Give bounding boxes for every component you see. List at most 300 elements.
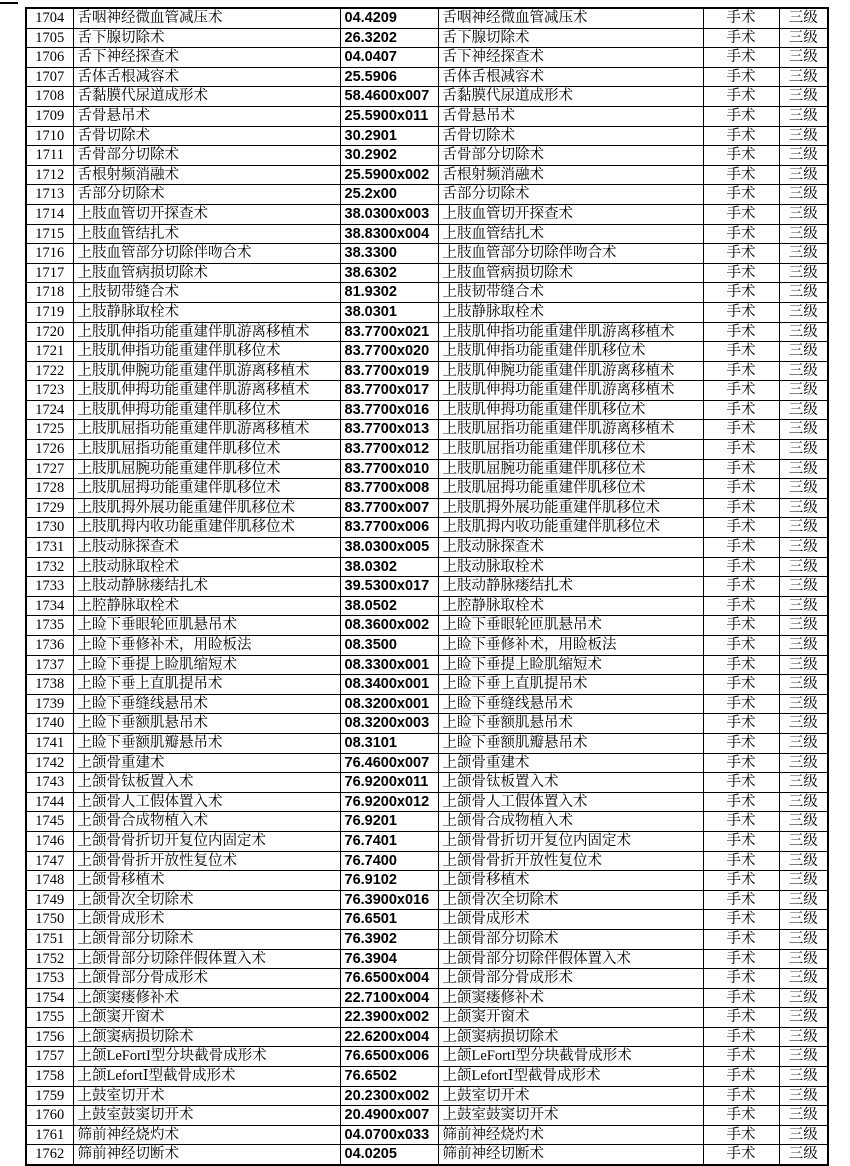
category-cell: 手术 bbox=[703, 126, 779, 146]
level-cell: 三级 bbox=[779, 342, 828, 362]
table-row bbox=[26, 773, 828, 793]
procedure-name-cell: 筛前神经切断术 bbox=[73, 1145, 340, 1165]
table-row bbox=[26, 8, 828, 28]
procedure-code-cell: 83.7700x010 bbox=[340, 459, 438, 479]
page-edge-mark bbox=[0, 2, 18, 4]
procedure-name-cell: 上肢肌拇内收功能重建伴肌移位术 bbox=[73, 518, 340, 538]
category-cell: 手术 bbox=[703, 420, 779, 440]
table-row bbox=[26, 577, 828, 597]
procedure-name-repeat-cell: 上鼓室鼓窦切开术 bbox=[438, 1106, 703, 1126]
level-cell: 三级 bbox=[779, 48, 828, 68]
category-cell: 手术 bbox=[703, 165, 779, 185]
procedure-name-cell: 上颌骨部分切除术 bbox=[73, 929, 340, 949]
level-cell: 三级 bbox=[779, 1086, 828, 1106]
procedure-code-cell: 39.5300x017 bbox=[340, 577, 438, 597]
procedure-name-cell: 上睑下垂额肌瓣悬吊术 bbox=[73, 733, 340, 753]
level-cell: 三级 bbox=[779, 969, 828, 989]
table-row bbox=[26, 988, 828, 1008]
level-cell: 三级 bbox=[779, 792, 828, 812]
level-cell: 三级 bbox=[779, 871, 828, 891]
procedure-name-repeat-cell: 舌下神经探查术 bbox=[438, 48, 703, 68]
level-cell: 三级 bbox=[779, 851, 828, 871]
table-row bbox=[26, 949, 828, 969]
category-cell: 手术 bbox=[703, 48, 779, 68]
row-number-cell: 1730 bbox=[26, 518, 73, 538]
category-cell: 手术 bbox=[703, 1106, 779, 1126]
category-cell: 手术 bbox=[703, 812, 779, 832]
table-row bbox=[26, 204, 828, 224]
procedure-name-cell: 舌下神经探查术 bbox=[73, 48, 340, 68]
procedure-name-cell: 上肢肌伸腕功能重建伴肌游离移植术 bbox=[73, 361, 340, 381]
row-number-cell: 1762 bbox=[26, 1145, 73, 1165]
level-cell: 三级 bbox=[779, 1145, 828, 1165]
procedure-name-repeat-cell: 上颌骨骨折开放性复位术 bbox=[438, 851, 703, 871]
level-cell: 三级 bbox=[779, 1067, 828, 1087]
procedure-code-cell: 08.3101 bbox=[340, 733, 438, 753]
row-number-cell: 1719 bbox=[26, 302, 73, 322]
category-cell: 手术 bbox=[703, 322, 779, 342]
table-row bbox=[26, 1125, 828, 1145]
row-number-cell: 1743 bbox=[26, 773, 73, 793]
procedure-code-cell: 20.2300x002 bbox=[340, 1086, 438, 1106]
table-row bbox=[26, 1145, 828, 1165]
table-row bbox=[26, 675, 828, 695]
procedure-name-repeat-cell: 上睑下垂额肌瓣悬吊术 bbox=[438, 733, 703, 753]
level-cell: 三级 bbox=[779, 67, 828, 87]
level-cell: 三级 bbox=[779, 929, 828, 949]
procedure-name-repeat-cell: 上肢肌伸拇功能重建伴肌游离移植术 bbox=[438, 381, 703, 401]
procedure-code-cell: 30.2902 bbox=[340, 146, 438, 166]
procedure-name-repeat-cell: 上颌窦病损切除术 bbox=[438, 1027, 703, 1047]
row-number-cell: 1721 bbox=[26, 342, 73, 362]
procedure-name-cell: 上颌骨钛板置入术 bbox=[73, 773, 340, 793]
procedure-name-cell: 上睑下垂上直肌提吊术 bbox=[73, 675, 340, 695]
procedure-code-cell: 76.6500x004 bbox=[340, 969, 438, 989]
category-cell: 手术 bbox=[703, 204, 779, 224]
procedure-code-cell: 83.7700x013 bbox=[340, 420, 438, 440]
procedure-name-repeat-cell: 上肢动静脉瘘结扎术 bbox=[438, 577, 703, 597]
table-row bbox=[26, 420, 828, 440]
level-cell: 三级 bbox=[779, 498, 828, 518]
category-cell: 手术 bbox=[703, 988, 779, 1008]
row-number-cell: 1716 bbox=[26, 244, 73, 264]
procedure-code-cell: 58.4600x007 bbox=[340, 87, 438, 107]
row-number-cell: 1710 bbox=[26, 126, 73, 146]
category-cell: 手术 bbox=[703, 518, 779, 538]
procedure-code-cell: 83.7700x020 bbox=[340, 342, 438, 362]
level-cell: 三级 bbox=[779, 283, 828, 303]
row-number-cell: 1731 bbox=[26, 538, 73, 558]
category-cell: 手术 bbox=[703, 244, 779, 264]
procedure-code-cell: 76.6501 bbox=[340, 910, 438, 930]
procedure-code-cell: 20.4900x007 bbox=[340, 1106, 438, 1126]
category-cell: 手术 bbox=[703, 773, 779, 793]
procedure-code-cell: 08.3200x003 bbox=[340, 714, 438, 734]
table-row bbox=[26, 361, 828, 381]
row-number-cell: 1726 bbox=[26, 440, 73, 460]
procedure-name-repeat-cell: 上肢肌拇外展功能重建伴肌移位术 bbox=[438, 498, 703, 518]
procedure-name-repeat-cell: 上肢肌伸拇功能重建伴肌移位术 bbox=[438, 400, 703, 420]
procedure-name-repeat-cell: 上肢静脉取栓术 bbox=[438, 302, 703, 322]
category-cell: 手术 bbox=[703, 929, 779, 949]
procedure-name-repeat-cell: 筛前神经烧灼术 bbox=[438, 1125, 703, 1145]
procedure-name-cell: 上肢肌屈指功能重建伴肌移位术 bbox=[73, 440, 340, 460]
procedure-name-cell: 上肢动脉探查术 bbox=[73, 538, 340, 558]
table-row bbox=[26, 538, 828, 558]
procedure-name-cell: 上肢肌伸指功能重建伴肌游离移植术 bbox=[73, 322, 340, 342]
procedure-name-repeat-cell: 筛前神经切断术 bbox=[438, 1145, 703, 1165]
procedure-name-repeat-cell: 上睑下垂眼轮匝肌悬吊术 bbox=[438, 616, 703, 636]
procedure-name-cell: 上颌骨部分切除伴假体置入术 bbox=[73, 949, 340, 969]
procedure-code-cell: 04.4209 bbox=[340, 8, 438, 28]
level-cell: 三级 bbox=[779, 557, 828, 577]
level-cell: 三级 bbox=[779, 596, 828, 616]
procedure-name-repeat-cell: 上肢血管结扎术 bbox=[438, 224, 703, 244]
category-cell: 手术 bbox=[703, 459, 779, 479]
level-cell: 三级 bbox=[779, 988, 828, 1008]
table-row bbox=[26, 831, 828, 851]
level-cell: 三级 bbox=[779, 185, 828, 205]
procedure-code-cell: 76.3904 bbox=[340, 949, 438, 969]
procedure-name-repeat-cell: 上颌骨部分切除伴假体置入术 bbox=[438, 949, 703, 969]
row-number-cell: 1711 bbox=[26, 146, 73, 166]
procedure-name-cell: 上肢血管切开探查术 bbox=[73, 204, 340, 224]
procedure-code-cell: 08.3300x001 bbox=[340, 655, 438, 675]
row-number-cell: 1750 bbox=[26, 910, 73, 930]
procedure-code-cell: 76.4600x007 bbox=[340, 753, 438, 773]
procedure-code-cell: 76.6500x006 bbox=[340, 1047, 438, 1067]
procedure-name-repeat-cell: 上肢血管病损切除术 bbox=[438, 263, 703, 283]
table-row bbox=[26, 753, 828, 773]
procedure-name-repeat-cell: 上颌骨人工假体置入术 bbox=[438, 792, 703, 812]
level-cell: 三级 bbox=[779, 577, 828, 597]
procedure-code-cell: 76.7401 bbox=[340, 831, 438, 851]
procedure-name-repeat-cell: 舌黏膜代尿道成形术 bbox=[438, 87, 703, 107]
procedure-code-cell: 04.0407 bbox=[340, 48, 438, 68]
procedure-name-repeat-cell: 舌体舌根减容术 bbox=[438, 67, 703, 87]
row-number-cell: 1724 bbox=[26, 400, 73, 420]
level-cell: 三级 bbox=[779, 106, 828, 126]
procedure-name-repeat-cell: 舌部分切除术 bbox=[438, 185, 703, 205]
table-row bbox=[26, 479, 828, 499]
table-row bbox=[26, 616, 828, 636]
procedure-name-cell: 上肢动脉取栓术 bbox=[73, 557, 340, 577]
category-cell: 手术 bbox=[703, 106, 779, 126]
procedure-code-cell: 25.2x00 bbox=[340, 185, 438, 205]
category-cell: 手术 bbox=[703, 675, 779, 695]
procedure-name-cell: 上颌骨移植术 bbox=[73, 871, 340, 891]
row-number-cell: 1722 bbox=[26, 361, 73, 381]
level-cell: 三级 bbox=[779, 224, 828, 244]
category-cell: 手术 bbox=[703, 1027, 779, 1047]
procedure-code-cell: 25.5906 bbox=[340, 67, 438, 87]
category-cell: 手术 bbox=[703, 1125, 779, 1145]
category-cell: 手术 bbox=[703, 831, 779, 851]
level-cell: 三级 bbox=[779, 1106, 828, 1126]
level-cell: 三级 bbox=[779, 616, 828, 636]
table-row bbox=[26, 557, 828, 577]
procedure-name-cell: 上肢动静脉瘘结扎术 bbox=[73, 577, 340, 597]
level-cell: 三级 bbox=[779, 1125, 828, 1145]
table-row bbox=[26, 871, 828, 891]
procedure-code-cell: 83.7700x006 bbox=[340, 518, 438, 538]
row-number-cell: 1741 bbox=[26, 733, 73, 753]
category-cell: 手术 bbox=[703, 910, 779, 930]
category-cell: 手术 bbox=[703, 283, 779, 303]
procedure-code-cell: 83.7700x021 bbox=[340, 322, 438, 342]
level-cell: 三级 bbox=[779, 146, 828, 166]
procedure-name-repeat-cell: 上肢血管部分切除伴吻合术 bbox=[438, 244, 703, 264]
level-cell: 三级 bbox=[779, 538, 828, 558]
row-number-cell: 1728 bbox=[26, 479, 73, 499]
table-row bbox=[26, 244, 828, 264]
row-number-cell: 1736 bbox=[26, 636, 73, 656]
procedure-name-cell: 上肢韧带缝合术 bbox=[73, 283, 340, 303]
level-cell: 三级 bbox=[779, 733, 828, 753]
procedure-code-cell: 25.5900x011 bbox=[340, 106, 438, 126]
category-cell: 手术 bbox=[703, 577, 779, 597]
level-cell: 三级 bbox=[779, 694, 828, 714]
table-row bbox=[26, 48, 828, 68]
category-cell: 手术 bbox=[703, 714, 779, 734]
table-row bbox=[26, 694, 828, 714]
procedure-table-body bbox=[26, 8, 828, 1165]
procedure-table bbox=[25, 7, 829, 1166]
row-number-cell: 1709 bbox=[26, 106, 73, 126]
level-cell: 三级 bbox=[779, 1047, 828, 1067]
category-cell: 手术 bbox=[703, 1047, 779, 1067]
level-cell: 三级 bbox=[779, 322, 828, 342]
procedure-name-repeat-cell: 上睑下垂提上睑肌缩短术 bbox=[438, 655, 703, 675]
procedure-name-repeat-cell: 上颌窦开窗术 bbox=[438, 1008, 703, 1028]
table-row bbox=[26, 400, 828, 420]
row-number-cell: 1739 bbox=[26, 694, 73, 714]
row-number-cell: 1733 bbox=[26, 577, 73, 597]
procedure-name-repeat-cell: 上肢肌伸指功能重建伴肌移位术 bbox=[438, 342, 703, 362]
row-number-cell: 1712 bbox=[26, 165, 73, 185]
level-cell: 三级 bbox=[779, 459, 828, 479]
category-cell: 手术 bbox=[703, 400, 779, 420]
procedure-name-cell: 舌部分切除术 bbox=[73, 185, 340, 205]
row-number-cell: 1705 bbox=[26, 28, 73, 48]
procedure-name-cell: 上肢肌伸拇功能重建伴肌移位术 bbox=[73, 400, 340, 420]
procedure-name-cell: 上颌窦开窗术 bbox=[73, 1008, 340, 1028]
procedure-name-cell: 上颌骨骨折开放性复位术 bbox=[73, 851, 340, 871]
table-row bbox=[26, 596, 828, 616]
table-row bbox=[26, 1086, 828, 1106]
procedure-name-cell: 上颌LefortⅠ型截骨成形术 bbox=[73, 1067, 340, 1087]
level-cell: 三级 bbox=[779, 910, 828, 930]
procedure-code-cell: 08.3400x001 bbox=[340, 675, 438, 695]
category-cell: 手术 bbox=[703, 479, 779, 499]
procedure-name-repeat-cell: 上肢肌屈指功能重建伴肌游离移植术 bbox=[438, 420, 703, 440]
procedure-code-cell: 76.7400 bbox=[340, 851, 438, 871]
level-cell: 三级 bbox=[779, 753, 828, 773]
category-cell: 手术 bbox=[703, 1145, 779, 1165]
category-cell: 手术 bbox=[703, 538, 779, 558]
level-cell: 三级 bbox=[779, 361, 828, 381]
procedure-name-cell: 上肢肌伸指功能重建伴肌移位术 bbox=[73, 342, 340, 362]
procedure-name-cell: 舌黏膜代尿道成形术 bbox=[73, 87, 340, 107]
procedure-name-repeat-cell: 上肢动脉探查术 bbox=[438, 538, 703, 558]
row-number-cell: 1751 bbox=[26, 929, 73, 949]
procedure-name-cell: 上肢血管病损切除术 bbox=[73, 263, 340, 283]
procedure-code-cell: 76.9201 bbox=[340, 812, 438, 832]
table-row bbox=[26, 381, 828, 401]
procedure-name-repeat-cell: 上颌骨骨折切开复位内固定术 bbox=[438, 831, 703, 851]
procedure-code-cell: 76.9200x012 bbox=[340, 792, 438, 812]
row-number-cell: 1735 bbox=[26, 616, 73, 636]
level-cell: 三级 bbox=[779, 302, 828, 322]
table-row bbox=[26, 67, 828, 87]
procedure-name-cell: 上睑下垂眼轮匝肌悬吊术 bbox=[73, 616, 340, 636]
category-cell: 手术 bbox=[703, 302, 779, 322]
procedure-name-repeat-cell: 上肢血管切开探查术 bbox=[438, 204, 703, 224]
row-number-cell: 1727 bbox=[26, 459, 73, 479]
procedure-name-repeat-cell: 上鼓室切开术 bbox=[438, 1086, 703, 1106]
row-number-cell: 1734 bbox=[26, 596, 73, 616]
procedure-name-repeat-cell: 上睑下垂修补术，用睑板法 bbox=[438, 636, 703, 656]
procedure-code-cell: 38.0502 bbox=[340, 596, 438, 616]
table-row bbox=[26, 851, 828, 871]
table-row bbox=[26, 28, 828, 48]
row-number-cell: 1713 bbox=[26, 185, 73, 205]
procedure-name-repeat-cell: 上肢肌伸指功能重建伴肌游离移植术 bbox=[438, 322, 703, 342]
category-cell: 手术 bbox=[703, 28, 779, 48]
level-cell: 三级 bbox=[779, 244, 828, 264]
row-number-cell: 1706 bbox=[26, 48, 73, 68]
procedure-name-cell: 上睑下垂缝线悬吊术 bbox=[73, 694, 340, 714]
table-row bbox=[26, 910, 828, 930]
procedure-name-repeat-cell: 上颌骨部分骨成形术 bbox=[438, 969, 703, 989]
category-cell: 手术 bbox=[703, 1008, 779, 1028]
procedure-name-repeat-cell: 舌骨部分切除术 bbox=[438, 146, 703, 166]
procedure-name-repeat-cell: 上睑下垂上直肌提吊术 bbox=[438, 675, 703, 695]
level-cell: 三级 bbox=[779, 1008, 828, 1028]
table-row bbox=[26, 342, 828, 362]
table-row bbox=[26, 1027, 828, 1047]
procedure-name-cell: 上肢血管部分切除伴吻合术 bbox=[73, 244, 340, 264]
procedure-code-cell: 38.0301 bbox=[340, 302, 438, 322]
row-number-cell: 1749 bbox=[26, 890, 73, 910]
level-cell: 三级 bbox=[779, 636, 828, 656]
procedure-code-cell: 22.7100x004 bbox=[340, 988, 438, 1008]
procedure-name-cell: 上颌骨人工假体置入术 bbox=[73, 792, 340, 812]
procedure-name-repeat-cell: 舌下腺切除术 bbox=[438, 28, 703, 48]
table-row bbox=[26, 714, 828, 734]
category-cell: 手术 bbox=[703, 87, 779, 107]
row-number-cell: 1707 bbox=[26, 67, 73, 87]
level-cell: 三级 bbox=[779, 87, 828, 107]
category-cell: 手术 bbox=[703, 969, 779, 989]
procedure-name-cell: 舌骨切除术 bbox=[73, 126, 340, 146]
procedure-name-repeat-cell: 舌咽神经微血管减压术 bbox=[438, 8, 703, 28]
procedure-code-cell: 83.7700x008 bbox=[340, 479, 438, 499]
table-row bbox=[26, 87, 828, 107]
level-cell: 三级 bbox=[779, 126, 828, 146]
procedure-name-cell: 上颌窦病损切除术 bbox=[73, 1027, 340, 1047]
row-number-cell: 1720 bbox=[26, 322, 73, 342]
category-cell: 手术 bbox=[703, 361, 779, 381]
row-number-cell: 1715 bbox=[26, 224, 73, 244]
procedure-name-repeat-cell: 上颌骨成形术 bbox=[438, 910, 703, 930]
procedure-code-cell: 76.9102 bbox=[340, 871, 438, 891]
procedure-name-repeat-cell: 上肢肌拇内收功能重建伴肌移位术 bbox=[438, 518, 703, 538]
level-cell: 三级 bbox=[779, 420, 828, 440]
category-cell: 手术 bbox=[703, 949, 779, 969]
level-cell: 三级 bbox=[779, 204, 828, 224]
procedure-name-cell: 上颌骨成形术 bbox=[73, 910, 340, 930]
procedure-name-repeat-cell: 舌骨切除术 bbox=[438, 126, 703, 146]
row-number-cell: 1717 bbox=[26, 263, 73, 283]
level-cell: 三级 bbox=[779, 381, 828, 401]
procedure-code-cell: 26.3202 bbox=[340, 28, 438, 48]
table-row bbox=[26, 224, 828, 244]
row-number-cell: 1759 bbox=[26, 1086, 73, 1106]
procedure-code-cell: 76.9200x011 bbox=[340, 773, 438, 793]
procedure-name-repeat-cell: 上颌骨钛板置入术 bbox=[438, 773, 703, 793]
procedure-name-repeat-cell: 上腔静脉取栓术 bbox=[438, 596, 703, 616]
procedure-name-repeat-cell: 上颌骨次全切除术 bbox=[438, 890, 703, 910]
procedure-name-repeat-cell: 上颌骨移植术 bbox=[438, 871, 703, 891]
procedure-code-cell: 08.3500 bbox=[340, 636, 438, 656]
table-row bbox=[26, 929, 828, 949]
procedure-name-repeat-cell: 上颌骨合成物植入术 bbox=[438, 812, 703, 832]
procedure-code-cell: 83.7700x016 bbox=[340, 400, 438, 420]
procedure-name-cell: 上颌窦瘘修补术 bbox=[73, 988, 340, 1008]
table-row bbox=[26, 1047, 828, 1067]
procedure-code-cell: 83.7700x007 bbox=[340, 498, 438, 518]
category-cell: 手术 bbox=[703, 440, 779, 460]
procedure-name-cell: 上睑下垂额肌悬吊术 bbox=[73, 714, 340, 734]
procedure-name-cell: 上肢肌拇外展功能重建伴肌移位术 bbox=[73, 498, 340, 518]
row-number-cell: 1745 bbox=[26, 812, 73, 832]
row-number-cell: 1732 bbox=[26, 557, 73, 577]
level-cell: 三级 bbox=[779, 400, 828, 420]
table-row bbox=[26, 302, 828, 322]
category-cell: 手术 bbox=[703, 146, 779, 166]
procedure-name-repeat-cell: 上睑下垂缝线悬吊术 bbox=[438, 694, 703, 714]
table-row bbox=[26, 106, 828, 126]
row-number-cell: 1752 bbox=[26, 949, 73, 969]
procedure-name-cell: 上肢肌屈指功能重建伴肌游离移植术 bbox=[73, 420, 340, 440]
category-cell: 手术 bbox=[703, 67, 779, 87]
level-cell: 三级 bbox=[779, 714, 828, 734]
category-cell: 手术 bbox=[703, 851, 779, 871]
category-cell: 手术 bbox=[703, 636, 779, 656]
level-cell: 三级 bbox=[779, 949, 828, 969]
category-cell: 手术 bbox=[703, 498, 779, 518]
row-number-cell: 1708 bbox=[26, 87, 73, 107]
level-cell: 三级 bbox=[779, 28, 828, 48]
table-row bbox=[26, 1067, 828, 1087]
table-row bbox=[26, 146, 828, 166]
row-number-cell: 1704 bbox=[26, 8, 73, 28]
procedure-name-repeat-cell: 舌根射频消融术 bbox=[438, 165, 703, 185]
procedure-name-repeat-cell: 上颌LefortⅠ型截骨成形术 bbox=[438, 1067, 703, 1087]
table-row bbox=[26, 322, 828, 342]
procedure-name-cell: 舌骨部分切除术 bbox=[73, 146, 340, 166]
table-row bbox=[26, 165, 828, 185]
table-row bbox=[26, 440, 828, 460]
category-cell: 手术 bbox=[703, 871, 779, 891]
procedure-name-repeat-cell: 上睑下垂额肌悬吊术 bbox=[438, 714, 703, 734]
row-number-cell: 1737 bbox=[26, 655, 73, 675]
level-cell: 三级 bbox=[779, 655, 828, 675]
table-row bbox=[26, 792, 828, 812]
row-number-cell: 1740 bbox=[26, 714, 73, 734]
procedure-code-cell: 38.6302 bbox=[340, 263, 438, 283]
